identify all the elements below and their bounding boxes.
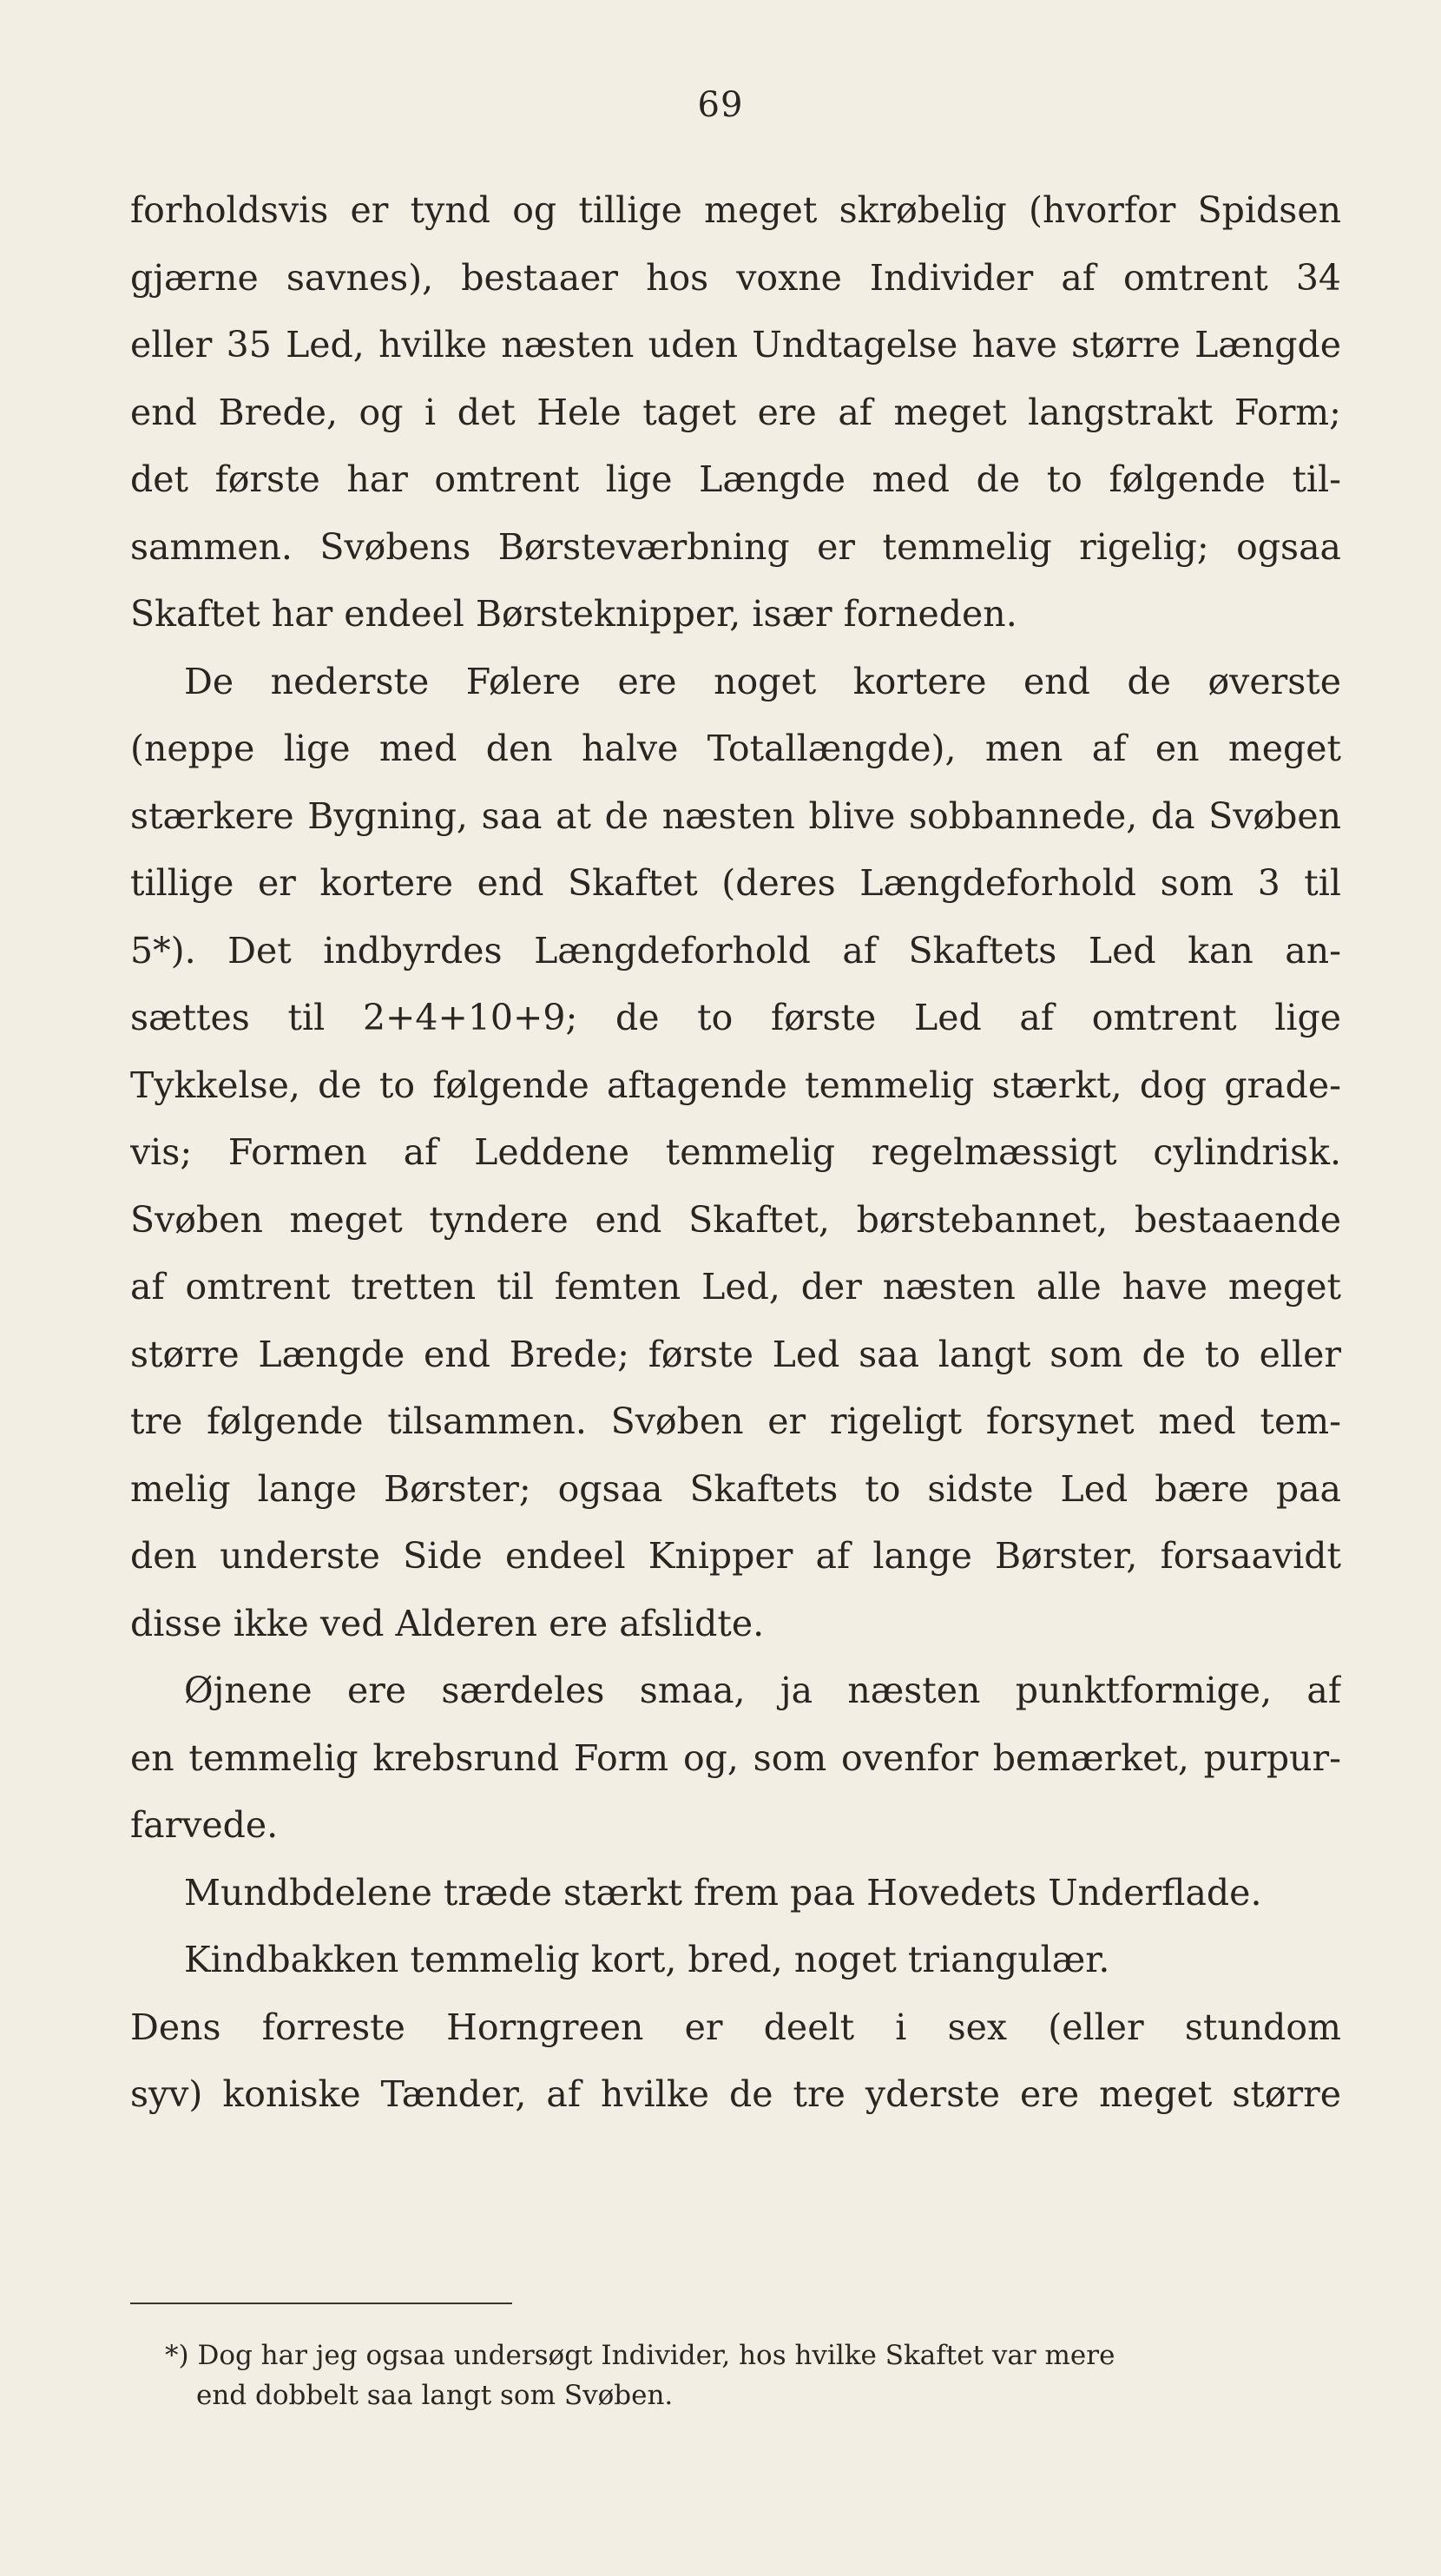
text-line: Mundbdelene træde stærkt frem paa Hovedets Underflade. xyxy=(184,1871,1262,1914)
text-line: Øjnene ere særdeles smaa, ja næsten punktformige, af xyxy=(184,1670,1341,1711)
text-line: farvede. xyxy=(130,1804,279,1846)
text-line: eller 35 Led, hvilke næsten uden Undtagelse have større Længde xyxy=(130,324,1341,366)
footnote xyxy=(165,2336,1293,2415)
text-line: stærkere Bygning, saa at de næsten blive sobbannede, da Svøben xyxy=(130,794,1341,837)
footnote-line: end dobbelt saa langt som Svøben. xyxy=(196,2380,674,2411)
text-line: af omtrent tretten til femten Led, der næsten alle have meget xyxy=(130,1266,1341,1308)
text-line: Svøben meget tyndere end Skaftet, børstebannet, bestaaende xyxy=(130,1198,1341,1241)
footnote-divider xyxy=(130,2303,512,2304)
text-line: disse ikke ved Alderen ere afslidte. xyxy=(130,1602,765,1644)
footnote-line xyxy=(165,2336,1293,2375)
footnote-text: Dog har jeg ogsaa undersøgt Individer, hos hvilke Skaftet var mere xyxy=(197,2340,1115,2371)
text-line: gjærne savnes), bestaaer hos voxne Individer af omtrent 34 xyxy=(130,256,1341,299)
text-line: De nederste Følere ere noget kortere end de øverste xyxy=(184,660,1341,702)
text-line: melig lange Børster; ogsaa Skaftets to sidste Led bære paa xyxy=(130,1467,1341,1510)
footnote-mark: *) xyxy=(165,2340,189,2371)
text-line: større Længde end Brede; første Led saa langt som de to eller xyxy=(130,1333,1341,1375)
text-line: en temmelig krebsrund Form og, som ovenfor bemærket, purpur- xyxy=(130,1736,1341,1779)
text-line: Kindbakken temmelig kort, bred, noget triangulær. xyxy=(184,1939,1110,1980)
text-line: Tykkelse, de to følgende aftagende temmelig stærkt, dog grade- xyxy=(130,1064,1341,1106)
text-line: forholdsvis er tynd og tillige meget skrøbelig (hvorfor Spidsen xyxy=(130,189,1341,231)
text-line: 5*). Det indbyrdes Længdeforhold af Skaftets Led kan an- xyxy=(130,929,1341,972)
text-line: Dens forreste Horngreen er deelt i sex (eller stundom xyxy=(130,2006,1341,2048)
text-line: sammen. Svøbens Børsteværbning er temmelig rigelig; ogsaa xyxy=(130,525,1341,568)
text-line: tre følgende tilsammen. Svøben er rigeligt forsynet med tem- xyxy=(130,1400,1341,1442)
text-line: vis; Formen af Leddene temmelig regelmæssigt cylindrisk. xyxy=(130,1131,1341,1173)
text-line: Skaftet har endeel Børsteknipper, især forneden. xyxy=(130,593,1017,635)
page-number: 69 xyxy=(697,85,744,125)
text-line: (neppe lige med den halve Totallængde), men af en meget xyxy=(130,728,1341,769)
text-line: end Brede, og i det Hele taget ere af meget langstrakt Form; xyxy=(130,391,1341,433)
body-text xyxy=(130,177,1341,2129)
text-line: tillige er kortere end Skaftet (deres Længdeforhold som 3 til xyxy=(130,862,1341,904)
text-line: det første har omtrent lige Længde med de to følgende til- xyxy=(130,458,1341,500)
text-line: sættes til 2+4+10+9; de to første Led af omtrent lige xyxy=(130,997,1341,1038)
text-line: syv) koniske Tænder, af hvilke de tre yderste ere meget større xyxy=(130,2073,1341,2115)
text-line: den underste Side endeel Knipper af lange Børster, forsaavidt xyxy=(130,1535,1341,1577)
